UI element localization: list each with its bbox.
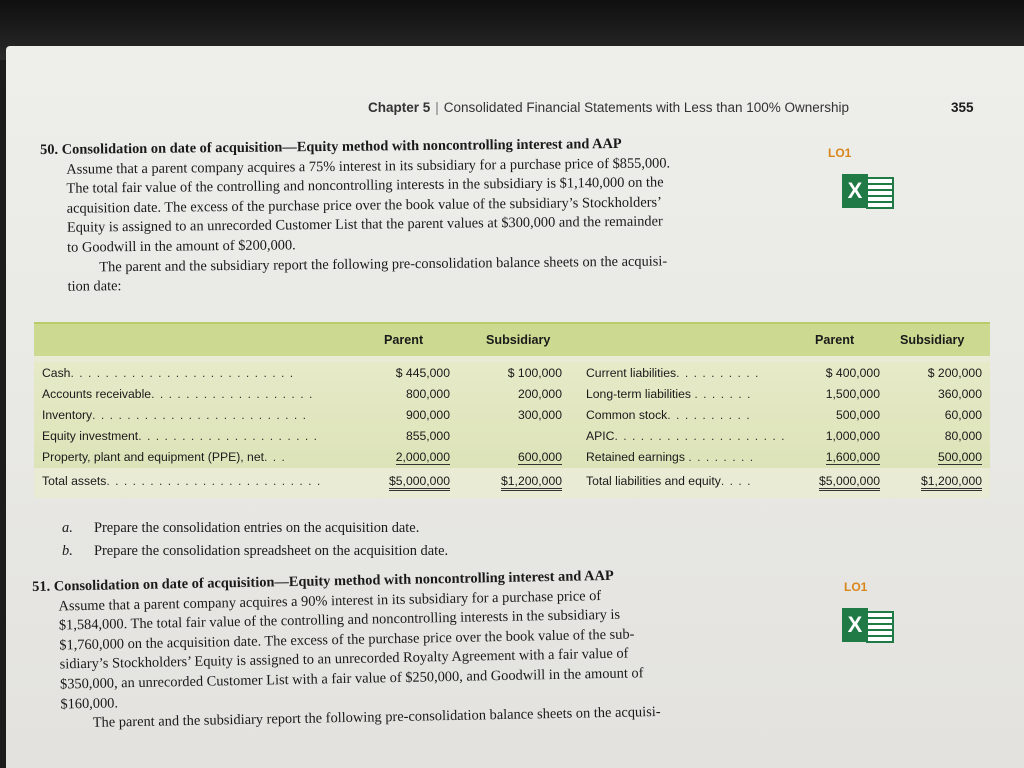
table-row — [586, 450, 754, 464]
subsidiary-value: 500,000 — [937, 450, 982, 464]
total-liabilities-parent: $5,000,000 — [819, 474, 880, 491]
problem-51 — [32, 563, 825, 735]
header-parent-left: Parent — [384, 333, 424, 347]
leader-dots: . . . . — [720, 474, 752, 488]
question-letter: a. — [62, 520, 73, 536]
problem-line: $1,760,000 on the acquisition date. The excess of the purchase price over the book value of the sub- — [59, 626, 635, 654]
header-parent-right: Parent — [815, 333, 855, 347]
row-label: Common stock — [586, 408, 668, 422]
question-a — [62, 520, 419, 537]
leader-dots: . . . . . . . — [694, 387, 752, 401]
problem-title: Consolidation on date of acquisition—Equity method with noncontrolling interest and AAP — [61, 135, 622, 158]
parent-value: 800,000 — [405, 387, 450, 401]
problem-line: $350,000, an unrecorded Customer List with a fair value of $250,000, and Goodwill in the amount of — [59, 665, 644, 693]
question-text: Prepare the consolidation spreadsheet on the acquisition date. — [94, 543, 449, 559]
row-label: Total liabilities and equity — [586, 474, 721, 488]
row-label: Cash — [42, 366, 71, 380]
subsidiary-value: 80,000 — [944, 429, 982, 443]
problem-number: 50. — [40, 141, 59, 158]
leader-dots: . . . — [263, 450, 286, 464]
leader-dots: . . . . . . . . . . — [676, 366, 760, 380]
table-row — [42, 408, 307, 422]
subsidiary-value: 200,000 — [517, 387, 562, 401]
parent-value: $ 445,000 — [395, 366, 450, 380]
header-separator: | — [435, 100, 439, 115]
problem-intro-cont: tion date: — [67, 278, 122, 295]
row-label: Inventory — [42, 408, 93, 422]
parent-value: 1,600,000 — [825, 450, 880, 464]
problem-intro: The parent and the subsidiary report the following pre-consolidation balance sheets on the acquisi- — [99, 253, 668, 275]
problem-line: Assume that a parent company acquires a 75% interest in its subsidiary for a purchase price of $855,000. — [66, 154, 671, 178]
excel-icon[interactable] — [842, 174, 894, 208]
totals-row — [34, 468, 990, 498]
problem-line: acquisition date. The excess of the purchase price over the book value of the subsidiary’s Stockholders’ — [66, 194, 662, 217]
subsidiary-value: 300,000 — [517, 408, 562, 422]
page-number: 355 — [951, 100, 974, 115]
row-label: Property, plant and equipment (PPE), net — [42, 450, 264, 464]
row-label: Accounts receivable — [42, 387, 152, 401]
learning-objective-badge: LO1 — [844, 580, 868, 594]
table-body — [34, 362, 990, 468]
learning-objective-badge: LO1 — [828, 146, 852, 160]
header-subsidiary-right: Subsidiary — [900, 333, 965, 347]
row-label: Retained earnings — [586, 450, 685, 464]
leader-dots: . . . . . . . . . . . . . . . . . . . . . . . . . — [106, 474, 322, 488]
leader-dots: . . . . . . . . . . . . . . . . . . . . — [614, 429, 786, 443]
chapter-title: Consolidated Financial Statements with Less than 100% Ownership — [443, 100, 850, 115]
row-label: Total assets — [42, 474, 107, 488]
table-row — [42, 429, 318, 443]
running-header — [368, 100, 849, 115]
question-text: Prepare the consolidation entries on the acquisition date. — [94, 520, 420, 536]
problem-line: $1,584,000. The total fair value of the controlling and noncontrolling interests in the subsidiary is — [58, 606, 621, 634]
parent-value: 2,000,000 — [395, 450, 450, 464]
problem-line: sidiary’s Stockholders’ Equity is assigned to an unrecorded Royalty Agreement with a fair value of — [59, 645, 629, 673]
table-row — [42, 450, 286, 464]
parent-value: 1,000,000 — [825, 429, 880, 443]
problem-line: Equity is assigned to an unrecorded Customer List that the parent values at $300,000 and the remainder — [66, 213, 663, 237]
problem-title: Consolidation on date of acquisition—Equity method with noncontrolling interest and AAP — [53, 567, 614, 595]
table-header — [34, 324, 990, 356]
subsidiary-value: $ 200,000 — [927, 366, 982, 380]
row-label: Current liabilities — [586, 366, 677, 380]
problem-line: Assume that a parent company acquires a 90% interest in its subsidiary for a purchase price of — [58, 587, 602, 615]
leader-dots: . . . . . . . . . . . . . . . . . . . . . — [138, 429, 319, 443]
subsidiary-value: 360,000 — [937, 387, 982, 401]
excel-grid-icon — [866, 611, 894, 643]
problem-line: to Goodwill in the amount of $200,000. — [67, 237, 296, 256]
leader-dots: . . . . . . . . — [688, 450, 755, 464]
textbook-page — [6, 46, 1024, 768]
excel-letter: X — [842, 174, 868, 208]
parent-value: 855,000 — [405, 429, 450, 443]
problem-number: 51. — [32, 578, 51, 595]
parent-value: $ 400,000 — [825, 366, 880, 380]
table-row — [586, 429, 786, 443]
excel-letter: X — [842, 608, 868, 642]
row-label: APIC — [586, 429, 615, 443]
total-liabilities-subsidiary: $1,200,000 — [921, 474, 982, 491]
table-row — [42, 387, 313, 401]
leader-dots: . . . . . . . . . . . . . . . . . . . — [151, 387, 314, 401]
excel-grid-icon — [866, 177, 894, 209]
question-letter: b. — [62, 543, 73, 559]
leader-dots: . . . . . . . . . . — [667, 408, 751, 422]
parent-value: 900,000 — [405, 408, 450, 422]
total-assets-parent: $5,000,000 — [389, 474, 450, 491]
row-label: Long-term liabilities — [586, 387, 691, 401]
leader-dots: . . . . . . . . . . . . . . . . . . . . . . . . . . — [70, 366, 295, 380]
problem-50 — [40, 133, 822, 298]
question-b — [62, 543, 448, 560]
subsidiary-value: 600,000 — [517, 450, 562, 464]
table-row — [586, 387, 751, 401]
problem-line: $160,000. — [60, 694, 119, 713]
total-assets-subsidiary: $1,200,000 — [501, 474, 562, 491]
problem-intro: The parent and the subsidiary report the following pre-consolidation balance sheets on the acquisi- — [92, 704, 661, 732]
excel-icon[interactable] — [842, 608, 894, 642]
subsidiary-value: $ 100,000 — [507, 366, 562, 380]
problem-line: The total fair value of the controlling and noncontrolling interests in the subsidiary is $1,140,000 on the — [66, 174, 664, 197]
balance-sheet-table — [34, 322, 990, 498]
parent-value: 500,000 — [835, 408, 880, 422]
table-row — [586, 408, 751, 422]
leader-dots: . . . . . . . . . . . . . . . . . . . . . . . . . — [92, 408, 308, 422]
table-row — [42, 366, 294, 380]
row-label: Equity investment — [42, 429, 139, 443]
chapter-label: Chapter 5 — [368, 100, 431, 115]
parent-value: 1,500,000 — [825, 387, 880, 401]
table-row — [586, 366, 759, 380]
total-assets-label — [42, 474, 321, 488]
header-subsidiary-left: Subsidiary — [486, 333, 551, 347]
total-liabilities-label — [586, 474, 752, 488]
subsidiary-value: 60,000 — [944, 408, 982, 422]
